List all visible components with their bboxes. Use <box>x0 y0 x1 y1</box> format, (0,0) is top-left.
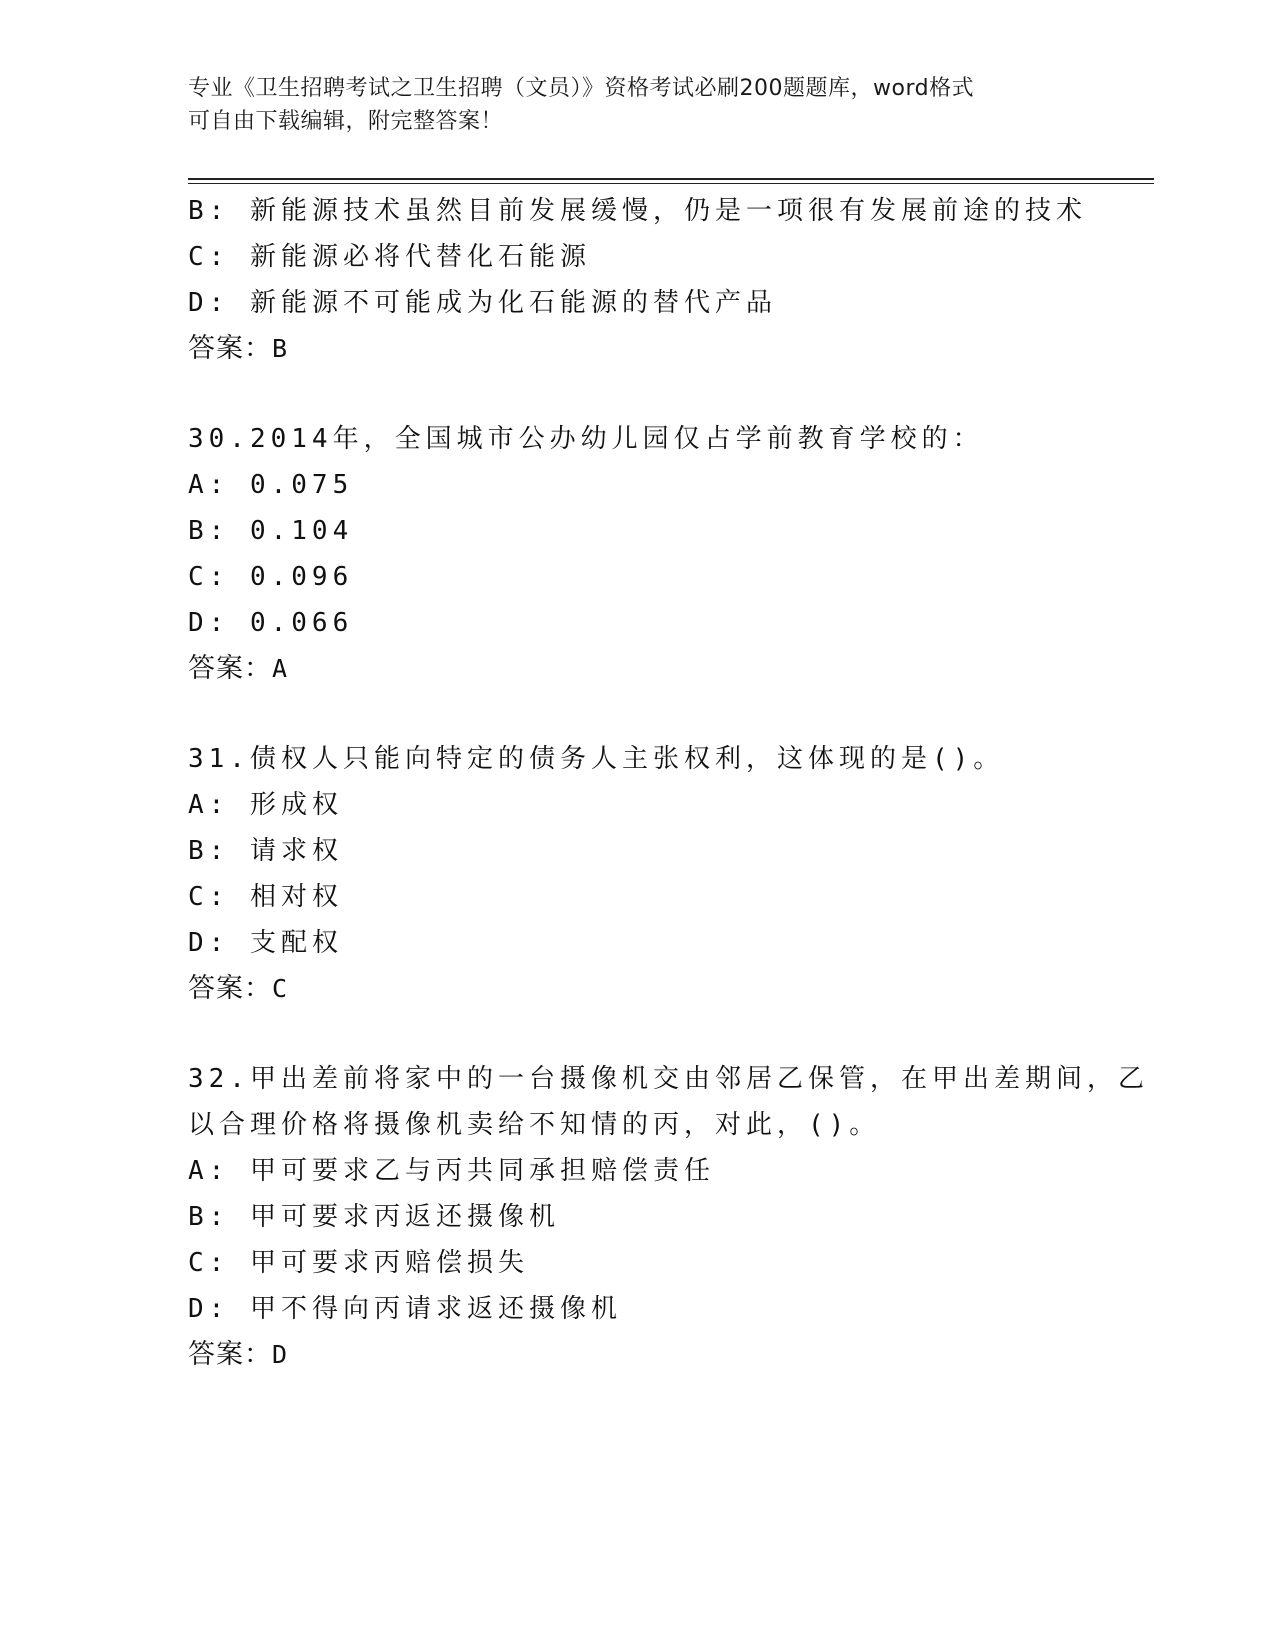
question-block-30 <box>188 416 1088 692</box>
option-c: C: 甲可要求丙赔偿损失 <box>188 1248 529 1278</box>
answer-value: D <box>272 1340 289 1369</box>
option-d: D: 甲不得向丙请求返还摄像机 <box>188 1294 622 1324</box>
option-d: D: 新能源不可能成为化石能源的替代产品 <box>188 288 777 318</box>
question-stem: 30.2014年，全国城市公办幼儿园仅占学前教育学校的： <box>188 424 984 454</box>
answer-line <box>188 966 1088 1012</box>
option-c: C: 相对权 <box>188 882 343 912</box>
question-block-29 <box>188 188 1088 372</box>
question-stem-line-1: 32.甲出差前将家中的一台摄像机交由邻居乙保管，在甲出差期间，乙 <box>188 1064 1149 1094</box>
answer-value: B <box>272 334 289 363</box>
option-d: D: 0.066 <box>188 608 354 638</box>
answer-value: A <box>272 654 289 683</box>
option-b: B: 新能源技术虽然目前发展缓慢，仍是一项很有发展前途的技术 <box>188 196 1087 226</box>
answer-line <box>188 326 1088 372</box>
option-d: D: 支配权 <box>188 928 343 958</box>
question-stem: 31.债权人只能向特定的债务人主张权利，这体现的是()。 <box>188 744 1005 774</box>
answer-label: 答案： <box>188 653 272 684</box>
option-c: C: 新能源必将代替化石能源 <box>188 242 591 272</box>
question-list <box>188 188 1149 1378</box>
document-header <box>188 72 1088 138</box>
answer-value: C <box>272 974 289 1003</box>
option-a: A: 形成权 <box>188 790 343 820</box>
header-divider-thick <box>188 178 1154 180</box>
option-a: A: 甲可要求乙与丙共同承担赔偿责任 <box>188 1156 715 1186</box>
option-b: B: 甲可要求丙返还摄像机 <box>188 1202 560 1232</box>
question-block-32 <box>188 1056 1149 1378</box>
answer-label: 答案： <box>188 333 272 364</box>
option-c: C: 0.096 <box>188 562 354 592</box>
question-stem-line-2: 以合理价格将摄像机卖给不知情的丙，对此，()。 <box>188 1110 881 1140</box>
header-line-2: 可自由下载编辑，附完整答案！ <box>188 109 504 134</box>
answer-line <box>188 646 1088 692</box>
option-b: B: 请求权 <box>188 836 343 866</box>
answer-label: 答案： <box>188 1339 272 1370</box>
answer-label: 答案： <box>188 973 272 1004</box>
header-divider-thin <box>188 183 1154 184</box>
option-b: B: 0.104 <box>188 516 354 546</box>
question-block-31 <box>188 736 1088 1012</box>
answer-line <box>188 1332 1088 1378</box>
option-a: A: 0.075 <box>188 470 354 500</box>
header-line-1: 专业《卫生招聘考试之卫生招聘（文员）》资格考试必刷200题题库，word格式 <box>188 76 975 101</box>
